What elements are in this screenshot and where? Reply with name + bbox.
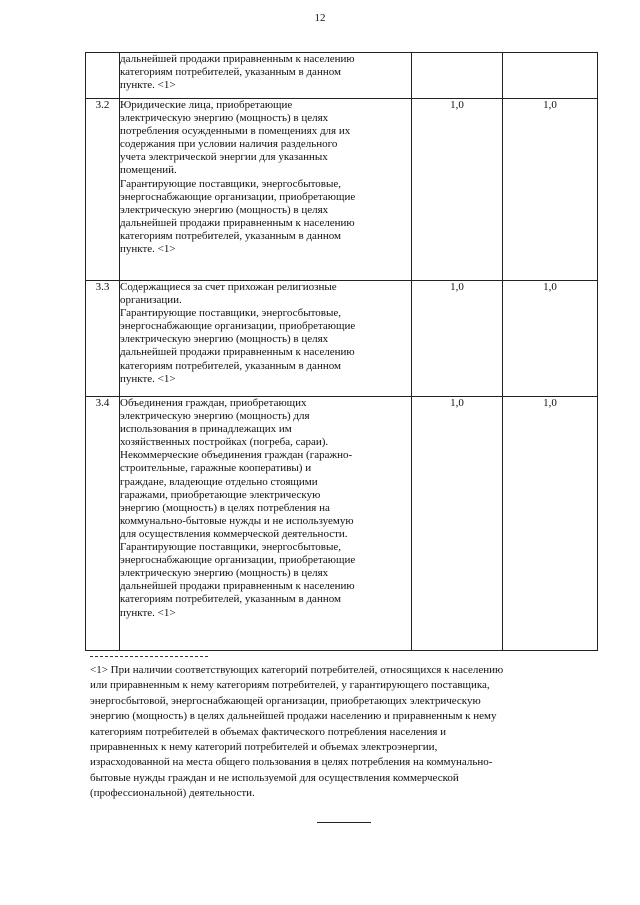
coefficient-value: 1,0 [412, 397, 503, 651]
description-paragraph: Гарантирующие поставщики, энергосбытовые, энергоснабжающие организации, приобретающие электрическую энергию (мощность) в целях дальнейшей продажи приравненным к населению категориям потребителей, указанным в данном пункте. <1> [120, 177, 356, 256]
coefficient-value: 1,0 [503, 397, 598, 651]
coefficient-value: 1,0 [412, 281, 503, 397]
row-number [86, 53, 120, 99]
table-row [86, 53, 598, 99]
description-paragraph: Юридические лица, приобретающие электрическую энергию (мощность) в целях потребления осужденными в помещениях для их содержания при условии наличия раздельного учета электрической энергии для указанных помещений. [120, 99, 351, 177]
table-row [86, 281, 598, 397]
tariff-coefficient-table [85, 52, 598, 651]
row-number: 3.4 [86, 397, 120, 651]
description-paragraph: Гарантирующие поставщики, энергосбытовые, энергоснабжающие организации, приобретающие электрическую энергию (мощность) в целях дальнейшей продажи приравненным к населению категориям потребителей, указанным в данном пункте. <1> [120, 541, 356, 619]
coefficient-value: 1,0 [412, 99, 503, 281]
row-description [120, 99, 412, 281]
table-row [86, 99, 598, 281]
description-paragraph: Гарантирующие поставщики, энергосбытовые, энергоснабжающие организации, приобретающие электрическую энергию (мощность) в целях дальнейшей продажи приравненным к населению категориям потребителей, указанным в данном пункте. <1> [120, 307, 356, 385]
description-paragraph: Содержащиеся за счет прихожан религиозные организации. [120, 281, 337, 307]
coefficient-value: 1,0 [503, 281, 598, 397]
row-number: 3.3 [86, 281, 120, 397]
page-number: 12 [314, 12, 326, 24]
coefficient-value: 1,0 [503, 99, 598, 281]
description-paragraph: дальнейшей продажи приравненным к населению категориям потребителей, указанным в данном пункте. <1> [120, 53, 355, 92]
coefficient-value [503, 53, 598, 99]
row-number: 3.2 [86, 99, 120, 281]
row-description [120, 281, 412, 397]
footnote-separator [90, 656, 208, 657]
coefficient-value [412, 53, 503, 99]
description-paragraph: Некоммерческие объединения граждан (гаражно- строительные, гаражные кооперативы) и граждане, владеющие отдельно стоящими гаражами, приобретающие электрическую энергию (мощность) в целях потребления на коммунально-бытовые нужды и не используемую для осуществления коммерческой деятельности. [120, 449, 354, 540]
description-paragraph: Объединения граждан, приобретающих электрическую энергию (мощность) для использования в принадлежащих им хозяйственных постройках (погреба, сараи). [120, 397, 329, 449]
document-end-line [317, 822, 371, 823]
row-description [120, 53, 412, 99]
table-row [86, 397, 598, 651]
row-description [120, 397, 412, 651]
footnote-text: <1> При наличии соответствующих категорий потребителей, относящихся к населению или приравненным к нему категориям потребителей, у гарантирующего поставщика, энергосбытовой, энергоснабжающей организации, приобретающих электрическую энергию (мощность) в целях дальнейшей продажи населению и приравненным к нему категориям потребителей в объемах фактического потребления населения и приравненных к нему категорий потребителей и объемах электроэнергии, израсходованной на места общего пользования в целях потребления на коммунально- бытовые нужды граждан и не используемой для осуществления коммерческой (профессиональной) деятельности. [90, 664, 504, 800]
